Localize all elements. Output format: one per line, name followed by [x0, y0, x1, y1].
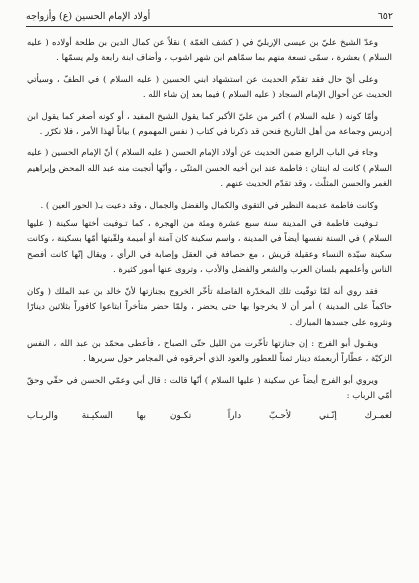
verse-hemistich-second: تكـون بها السكيـنة والربـاب: [27, 410, 192, 421]
verse-hemistich-first: لعمـرك إنّـني لأحـبّ داراً: [227, 410, 392, 421]
page-header: [26, 6, 393, 22]
page-number: ٦٥٢: [377, 11, 393, 22]
paragraph: وجاء في الباب الرابع ضمن الحديث عن أولاد الإمام الحسن ( عليه السلام ) أنّ الإمام الحسين ( عليه السلام ) كانت له ابنتان : فاطمة عند ابن أخيه الحسن المثنّى ، وأنّها أنجبت منه عبد الله المحض وإبراهيم الغمر والحسن المثلّث ، وقد تقدّم الحديث عنهم .: [27, 148, 392, 190]
header-rule: [26, 26, 393, 27]
paragraph: تـوفيت فاطمة في المدينة سنة سبع عشرة ومئة من الهجرة ، كما تـوفيت أختها سكينة ( عليها السلام ) في السنة نفسها أيضاً في المدينة ، واسم سكينة كان آمنة أو أميمة ولقّبتها أمّها بسكينة ، وكانت سكينة سيّدة النساء وعقيلة قريش ، مع حصافة في العقل وإصابة في الرأي ، ويقال إنّها كانت أفصح الناس وأعلمهم بلسان العرب والشعر والفضل والأدب ، وتروى عنها أمور كثيرة .: [27, 219, 392, 276]
paragraph: ويقـول أبو الفرج : إن جنازتها تأخّرت من الليل حتّى الصباح ، فأعطى محمّد بن عبد الله ، النفس الزكيّة ، عطّاراً أربعمئة دينار ثمناً للعطور والعود الذي أحرقوه في المجامر حول سريرها .: [27, 338, 392, 365]
paragraph: فقد روي أنه لمّا توفّيت تلك المخدّرة الفاضلة تأخّر الخروج بجنازتها لأنّ خالد بن عبد الملك ( وكان حاكماً على المدينة ) أمر أن لا يخرجوا بها حتى يحضر ، ولمّا حضر متأخراً ابتاعوا كافوراً بثلاثين دينارًا ونثروه على جسدها المبارك .: [27, 286, 392, 328]
paragraph: وعلى أيّ حال فقد تقدّم الحديث عن استشهاد ابني الحسين ( عليه السلام ) في الطفّ ، وسيأتي الحديث عن أحوال الإمام السجاد ( عليه السلام ) فيما بعد إن شاء الله .: [27, 74, 392, 101]
poem-verse: [27, 409, 392, 424]
running-title: أولاد الإمام الحسين (ع) وأزواجه: [26, 11, 151, 22]
paragraph: ويروي أبو الفرج أيضاً عن سكينة ( عليها السلام ) أنّها قالت : قال أبي وعمّي الحسن في حقّي وحقّ أمّي الرباب :: [27, 375, 392, 402]
page-body: [27, 36, 392, 579]
paragraph: وأمّا كونه ( عليه السلام ) أكبر من عليّ الأكبر كما يقول الشيخ المفيد ، أو كونه أصغر كما يقول ابن إدريس وجماعة من أهل التاريخ فنحن قد ذكرنا في كتاب ( نفس المهموم ) بياناً لهذا الأمر ، فلا نكرّر .: [27, 111, 392, 138]
paragraph: وكانت فاطمة عديمة النظير في التقوى والكمال والفضل والجمال ، وقد دعيت بـ( الحور العين ) .: [40, 200, 378, 211]
paragraph: وعدّ الشيخ عليّ بن عيسى الإربليّ في ( كشف الغمّة ) نقلاً عن كمال الدين بن طلحة أولاده ( عليه السلام ) بعشرة ، سمّى تسعة منهم بما سمّاهم ابن شهر اشوب ، وأضاف ابنة رابعة ولم يسمّها .: [27, 38, 392, 64]
